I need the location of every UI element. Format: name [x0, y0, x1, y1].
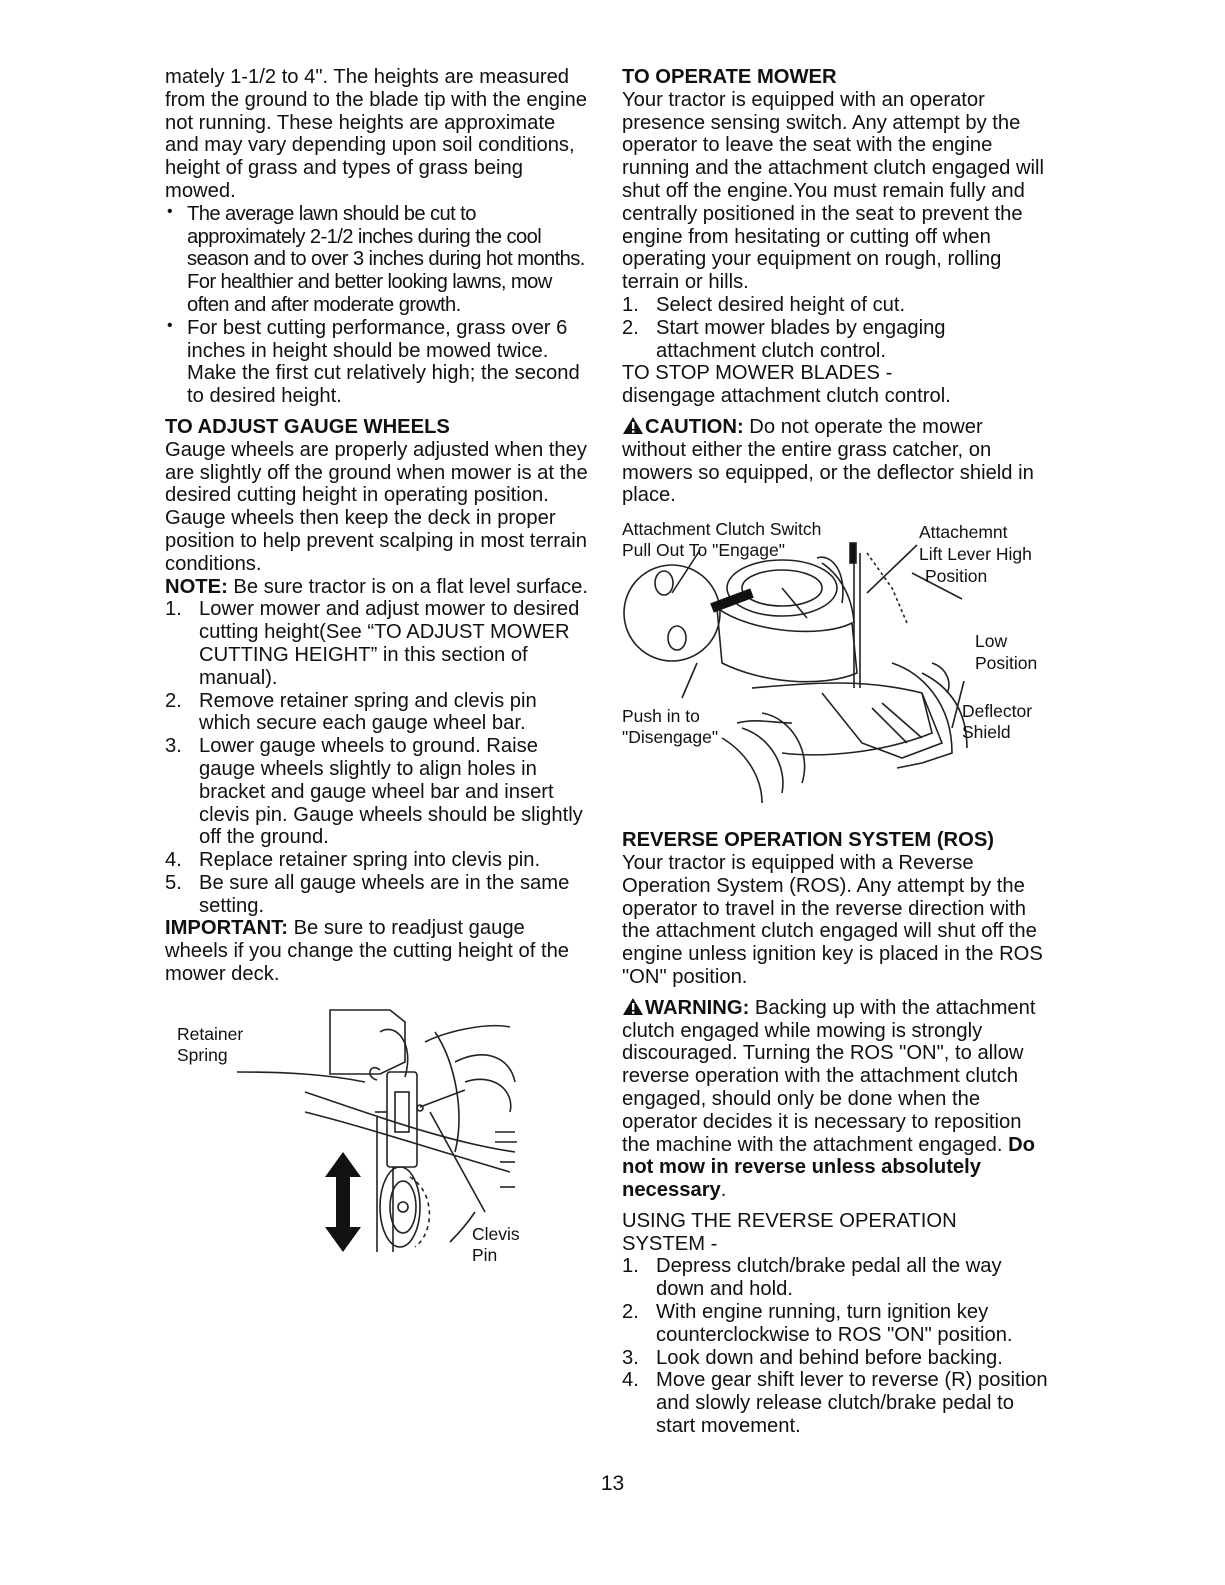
list-item-number: 2. — [622, 316, 639, 339]
gauge-wheel-figure — [165, 1002, 593, 1277]
lift-lever-label-line3: Position — [925, 566, 988, 587]
list-item-text: Be sure all gauge wheels are in the same setting. — [199, 871, 570, 917]
low-position-label-line1: Low — [975, 631, 1008, 652]
list-item — [622, 1255, 1050, 1301]
warning-text: Backing up with the attachment clutch engaged while mowing is strongly discouraged. Turning the ROS "ON", to allow reverse operation with the attachment clutch engaged, should only be done when the operator decides it is necessary to reposition the machine with the attachment engaged. — [622, 996, 1036, 1156]
bullet-item — [165, 317, 593, 408]
list-item-text: Replace retainer spring into clevis pin. — [199, 849, 541, 872]
list-item-text: Select desired height of cut. — [656, 293, 906, 316]
list-item-number: 4. — [622, 1369, 639, 1392]
using-ros-line1: USING THE REVERSE OPERATION — [622, 1209, 957, 1232]
retainer-label-line1: Retainer — [177, 1023, 244, 1044]
lift-lever-label-line2: Lift Lever High — [919, 544, 1032, 565]
list-item — [622, 1301, 1050, 1347]
important-label: IMPORTANT: — [165, 917, 288, 940]
bullet-text: For best cutting performance, grass over 6 inches in height should be mowed twice. Make the first cut relatively high; the second to desired height. — [187, 316, 580, 408]
list-item-number: 5. — [165, 871, 182, 894]
disengage-label-line2: "Disengage" — [622, 727, 719, 748]
list-item-text: Move gear shift lever to reverse (R) position and slowly release clutch/brake pedal to start movement. — [656, 1369, 1048, 1438]
deflector-label-line2: Shield — [962, 722, 1011, 743]
clevis-label-line1: Clevis — [472, 1223, 520, 1244]
list-item — [165, 849, 593, 872]
list-item — [622, 317, 1050, 363]
important-paragraph — [165, 917, 593, 985]
stop-blades-line1: TO STOP MOWER BLADES - — [622, 362, 893, 385]
stop-blades-line2: disengage attachment clutch control. — [622, 385, 951, 408]
list-item-number: 1. — [622, 1255, 639, 1278]
gauge-steps-list — [165, 598, 593, 917]
important-text: Be sure to readjust gauge wheels if you change the cutting height of the mower deck. — [165, 917, 570, 986]
ros-heading: REVERSE OPERATION SYSTEM (ROS) — [622, 829, 995, 852]
list-item-text: Lower gauge wheels to ground. Raise gauge wheels slightly to align holes in bracket and gauge wheel bar and insert clevis pin. Gauge wheels should be slightly off the ground. — [199, 735, 583, 849]
warning-bold-text: Do not mow in reverse unless absolutely necessary — [622, 1133, 1035, 1202]
warning-end: . — [720, 1179, 727, 1202]
clutch-figure — [622, 513, 1050, 823]
list-item — [165, 598, 593, 689]
caution-paragraph — [622, 416, 1050, 507]
list-item-text: Depress clutch/brake pedal all the way down and hold. — [656, 1255, 1002, 1301]
cutting-height-intro: mately 1-1/2 to 4". The heights are measured from the ground to the blade tip with the engine not running. These heights are approximate and may vary depending upon soil conditions, height of grass and types of grass being mowed. — [165, 66, 587, 202]
list-item-text: Lower mower and adjust mower to desired cutting height(See “TO ADJUST MOWER CUTTING HEIGHT” in this section of manual). — [199, 598, 580, 689]
clevis-label-line2: Pin — [472, 1244, 498, 1265]
warning-paragraph — [622, 997, 1050, 1202]
ros-steps-list — [622, 1255, 1050, 1437]
warning-triangle-icon — [622, 416, 644, 435]
right-column — [622, 66, 1050, 1438]
bullet-icon: • — [167, 316, 173, 334]
list-item-text: Start mower blades by engaging attachment clutch control. — [656, 316, 946, 362]
switch-label-line2: Pull Out To "Engage" — [622, 540, 785, 561]
list-item-text: Remove retainer spring and clevis pin which secure each gauge wheel bar. — [199, 689, 537, 735]
operate-steps-list — [622, 294, 1050, 362]
page-number: 13 — [600, 1472, 625, 1495]
deflector-label-line1: Deflector — [962, 701, 1033, 722]
operate-mower-heading: TO OPERATE MOWER — [622, 66, 837, 88]
list-item — [165, 872, 593, 918]
list-item-number: 3. — [622, 1346, 639, 1369]
list-item — [165, 690, 593, 736]
left-column — [165, 66, 593, 1277]
bullet-text: The average lawn should be cut to approximately 2-1/2 inches during the cool season and to over 3 inches during hot months. For healthier and better looking lawns, mow often and after moderate growth. — [187, 202, 585, 316]
note-paragraph — [165, 576, 593, 599]
list-item-number: 4. — [165, 849, 182, 872]
caution-text: Do not operate the mower without either the entire grass catcher, on mowers so equipped, or the deflector shield in place. — [622, 415, 1034, 507]
disengage-label-line1: Push in to — [622, 706, 700, 727]
list-item-number: 1. — [622, 293, 639, 316]
caution-label: CAUTION: — [645, 415, 744, 438]
warning-triangle-icon — [622, 997, 644, 1016]
bullet-icon: • — [167, 202, 173, 220]
ros-text: Your tractor is equipped with a Reverse Operation System (ROS). Any attempt by the operator to travel in the reverse direction with the attachment clutch engaged will shut off the engine unless ignition key is placed in the ROS "ON" position. — [622, 851, 1043, 988]
list-item — [622, 1369, 1050, 1437]
using-ros-line2: SYSTEM - — [622, 1232, 718, 1255]
note-label: NOTE: — [165, 575, 228, 598]
list-item-text: Look down and behind before backing. — [656, 1346, 1003, 1369]
list-item — [622, 1347, 1050, 1370]
list-item-text: With engine running, turn ignition key counterclockwise to ROS "ON" position. — [656, 1301, 1013, 1346]
list-item-number: 3. — [165, 735, 182, 758]
lift-lever-label-line1: Attachemnt — [919, 522, 1008, 543]
gauge-wheels-heading: TO ADJUST GAUGE WHEELS — [165, 415, 450, 438]
switch-label-line1: Attachment Clutch Switch — [622, 519, 822, 540]
list-item — [622, 294, 1050, 317]
operate-mower-text: Your tractor is equipped with an operator presence sensing switch. Any attempt by the operator to leave the seat with the engine running and the attachment clutch engaged will shut off the engine.You must remain fully and centrally positioned in the seat to prevent the engine from hesitating or cutting off when operating your equipment on rough, rolling terrain or hills. — [622, 88, 1044, 294]
list-item — [165, 735, 593, 849]
gauge-wheels-text: Gauge wheels are properly adjusted when they are slightly off the ground when mower is at the desired cutting height in operating position. Gauge wheels then keep the deck in proper position to help prevent scalping in most terrain conditions. — [165, 438, 588, 575]
bullet-item — [165, 203, 593, 317]
list-item-number: 2. — [622, 1301, 639, 1324]
note-text: Be sure tractor is on a flat level surface. — [227, 575, 588, 598]
retainer-label-line2: Spring — [177, 1044, 228, 1065]
list-item-number: 2. — [165, 689, 182, 712]
list-item-number: 1. — [165, 598, 182, 621]
low-position-label-line2: Position — [975, 653, 1038, 674]
warning-label: WARNING: — [645, 996, 750, 1019]
